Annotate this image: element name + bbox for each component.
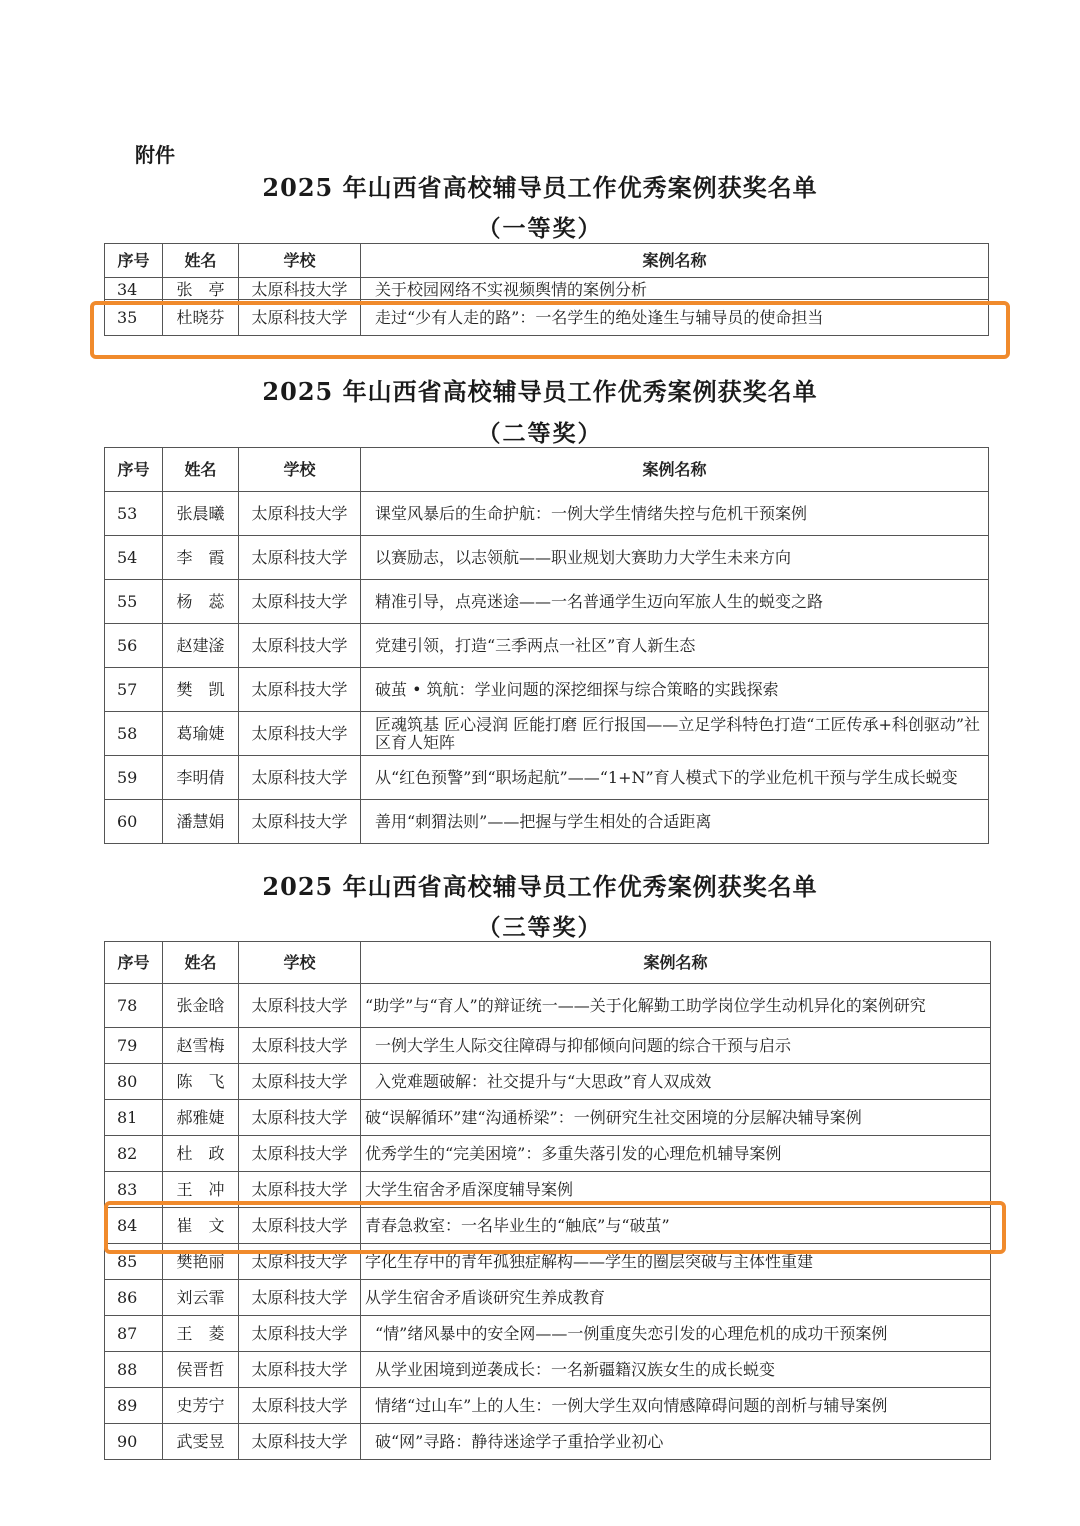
header-name: 姓名: [163, 448, 239, 492]
table-row: [105, 624, 989, 668]
row-case: 破茧 • 筑航：学业问题的深挖细探与综合策略的实践探索: [361, 668, 989, 712]
row-name: 张金晗: [163, 984, 239, 1028]
row-case: “情”绪风暴中的安全网——一例重度失恋引发的心理危机的成功干预案例: [361, 1316, 991, 1352]
row-school: 太原科技大学: [239, 712, 361, 756]
row-case: 匠魂筑基 匠心浸润 匠能打磨 匠行报国——立足学科特色打造“工匠传承+科创驱动”社区育人矩阵: [361, 712, 989, 756]
header-no: 序号: [105, 942, 163, 984]
row-name: 陈 飞: [163, 1064, 239, 1100]
row-name: 王 冲: [163, 1172, 239, 1208]
row-school: 太原科技大学: [239, 668, 361, 712]
row-case: 青春急救室：一名毕业生的“触底”与“破茧”: [361, 1208, 991, 1244]
row-no: 81: [105, 1100, 163, 1136]
section-1-title: 2025 年山西省高校辅导员工作优秀案例获奖名单: [262, 173, 818, 202]
row-school: 太原科技大学: [239, 624, 361, 668]
row-case: 入党难题破解：社交提升与“大思政”育人双成效: [361, 1064, 991, 1100]
row-name: 杜 政: [163, 1136, 239, 1172]
row-case: 一例大学生人际交往障碍与抑郁倾向问题的综合干预与启示: [361, 1028, 991, 1064]
table-row: [105, 668, 989, 712]
row-school: 太原科技大学: [239, 756, 361, 800]
row-name: 赵雪梅: [163, 1028, 239, 1064]
row-no: 56: [105, 624, 163, 668]
row-name: 李 霞: [163, 536, 239, 580]
row-name: 刘云霏: [163, 1280, 239, 1316]
row-name: 杨 蕊: [163, 580, 239, 624]
table-row: [105, 1352, 991, 1388]
row-school: 太原科技大学: [239, 1280, 361, 1316]
row-school: 太原科技大学: [239, 580, 361, 624]
row-name: 杜晓芬: [163, 300, 239, 336]
row-case: 从学业困境到逆袭成长：一名新疆籍汉族女生的成长蜕变: [361, 1352, 991, 1388]
row-school: 太原科技大学: [239, 1388, 361, 1424]
row-case: 优秀学生的“完美困境”：多重失落引发的心理危机辅导案例: [361, 1136, 991, 1172]
row-no: 79: [105, 1028, 163, 1064]
table-row: [105, 1316, 991, 1352]
row-name: 武雯昱: [163, 1424, 239, 1460]
header-name: 姓名: [163, 244, 239, 278]
row-name: 赵建滏: [163, 624, 239, 668]
header-school: 学校: [239, 942, 361, 984]
table-row: [105, 712, 989, 756]
row-case: 党建引领，打造“三季两点一社区”育人新生态: [361, 624, 989, 668]
section-3-title: 2025 年山西省高校辅导员工作优秀案例获奖名单: [262, 872, 818, 901]
row-name: 郝雅婕: [163, 1100, 239, 1136]
header-no: 序号: [105, 448, 163, 492]
row-school: 太原科技大学: [239, 1316, 361, 1352]
row-name: 潘慧娟: [163, 800, 239, 844]
row-case: 从“红色预警”到“职场起航”——“1+N”育人模式下的学业危机干预与学生成长蜕变: [361, 756, 989, 800]
row-no: 53: [105, 492, 163, 536]
row-name: 侯晋哲: [163, 1352, 239, 1388]
row-no: 55: [105, 580, 163, 624]
header-school: 学校: [239, 448, 361, 492]
table-row: [105, 1424, 991, 1460]
row-name: 樊艳丽: [163, 1244, 239, 1280]
row-school: 太原科技大学: [239, 492, 361, 536]
table-row: [105, 1028, 991, 1064]
row-no: 59: [105, 756, 163, 800]
row-case: “助学”与“育人”的辩证统一——关于化解勤工助学岗位学生动机异化的案例研究: [361, 984, 991, 1028]
row-school: 太原科技大学: [239, 278, 361, 300]
row-case: 以赛励志，以志领航——职业规划大赛助力大学生未来方向: [361, 536, 989, 580]
row-case: 课堂风暴后的生命护航：一例大学生情绪失控与危机干预案例: [361, 492, 989, 536]
row-case: 大学生宿舍矛盾深度辅导案例: [361, 1172, 991, 1208]
row-no: 85: [105, 1244, 163, 1280]
row-school: 太原科技大学: [239, 1208, 361, 1244]
row-name: 李明倩: [163, 756, 239, 800]
row-no: 34: [105, 278, 163, 300]
row-no: 86: [105, 1280, 163, 1316]
section-3-subtitle: （三等奖）: [477, 914, 603, 941]
section-2-title: 2025 年山西省高校辅导员工作优秀案例获奖名单: [262, 377, 818, 406]
attachment-label: 附件: [135, 143, 175, 167]
row-school: 太原科技大学: [239, 1352, 361, 1388]
table-row: [105, 984, 991, 1028]
row-school: 太原科技大学: [239, 1424, 361, 1460]
table-header-row: [105, 942, 991, 984]
table-row: [105, 492, 989, 536]
section-1-subtitle: （一等奖）: [477, 215, 603, 242]
section-2-subtitle: （二等奖）: [477, 420, 603, 447]
table-row: [105, 800, 989, 844]
row-school: 太原科技大学: [239, 1136, 361, 1172]
table-row: [105, 1064, 991, 1100]
table-row: [105, 580, 989, 624]
row-case: 关于校园网络不实视频舆情的案例分析: [361, 278, 989, 300]
table-row: [105, 1280, 991, 1316]
header-name: 姓名: [163, 942, 239, 984]
row-case: 字化生存中的青年孤独症解构——学生的圈层突破与主体性重建: [361, 1244, 991, 1280]
row-case: 精准引导，点亮迷途——一名普通学生迈向军旅人生的蜕变之路: [361, 580, 989, 624]
row-no: 58: [105, 712, 163, 756]
highlight-box-row-84: [104, 1201, 1006, 1254]
row-no: 82: [105, 1136, 163, 1172]
row-school: 太原科技大学: [239, 1064, 361, 1100]
row-school: 太原科技大学: [239, 1172, 361, 1208]
highlight-box-row-35: [90, 301, 1010, 359]
row-school: 太原科技大学: [239, 536, 361, 580]
row-no: 87: [105, 1316, 163, 1352]
row-case: 破“网”寻路：静待迷途学子重拾学业初心: [361, 1424, 991, 1460]
header-no: 序号: [105, 244, 163, 278]
row-case: 善用“刺猬法则”——把握与学生相处的合适距离: [361, 800, 989, 844]
row-case: 从学生宿舍矛盾谈研究生养成教育: [361, 1280, 991, 1316]
row-no: 84: [105, 1208, 163, 1244]
table-header-row: [105, 244, 989, 278]
row-no: 80: [105, 1064, 163, 1100]
row-no: 60: [105, 800, 163, 844]
row-no: 88: [105, 1352, 163, 1388]
row-school: 太原科技大学: [239, 984, 361, 1028]
row-no: 35: [105, 300, 163, 336]
header-case: 案例名称: [361, 942, 991, 984]
header-case: 案例名称: [361, 244, 989, 278]
table-row: [105, 278, 989, 300]
row-no: 78: [105, 984, 163, 1028]
header-school: 学校: [239, 244, 361, 278]
row-no: 54: [105, 536, 163, 580]
row-name: 张晨曦: [163, 492, 239, 536]
table-row: [105, 1388, 991, 1424]
row-no: 83: [105, 1172, 163, 1208]
table-row: [105, 756, 989, 800]
row-case: 情绪“过山车”上的人生：一例大学生双向情感障碍问题的剖析与辅导案例: [361, 1388, 991, 1424]
header-case: 案例名称: [361, 448, 989, 492]
row-school: 太原科技大学: [239, 800, 361, 844]
row-no: 90: [105, 1424, 163, 1460]
table-row: [105, 1136, 991, 1172]
row-no: 89: [105, 1388, 163, 1424]
table-row: [105, 1100, 991, 1136]
row-name: 樊 凯: [163, 668, 239, 712]
row-case: 走过“少有人走的路”：一名学生的绝处逢生与辅导员的使命担当: [361, 300, 989, 336]
row-no: 57: [105, 668, 163, 712]
row-school: 太原科技大学: [239, 1244, 361, 1280]
row-name: 张 亭: [163, 278, 239, 300]
award-table-second: [104, 447, 989, 844]
row-school: 太原科技大学: [239, 300, 361, 336]
row-school: 太原科技大学: [239, 1028, 361, 1064]
row-case: 破“误解循环”建“沟通桥梁”：一例研究生社交困境的分层解决辅导案例: [361, 1100, 991, 1136]
row-name: 葛瑜婕: [163, 712, 239, 756]
row-name: 崔 文: [163, 1208, 239, 1244]
row-school: 太原科技大学: [239, 1100, 361, 1136]
row-name: 王 菱: [163, 1316, 239, 1352]
row-name: 史芳宁: [163, 1388, 239, 1424]
table-header-row: [105, 448, 989, 492]
table-row: [105, 536, 989, 580]
